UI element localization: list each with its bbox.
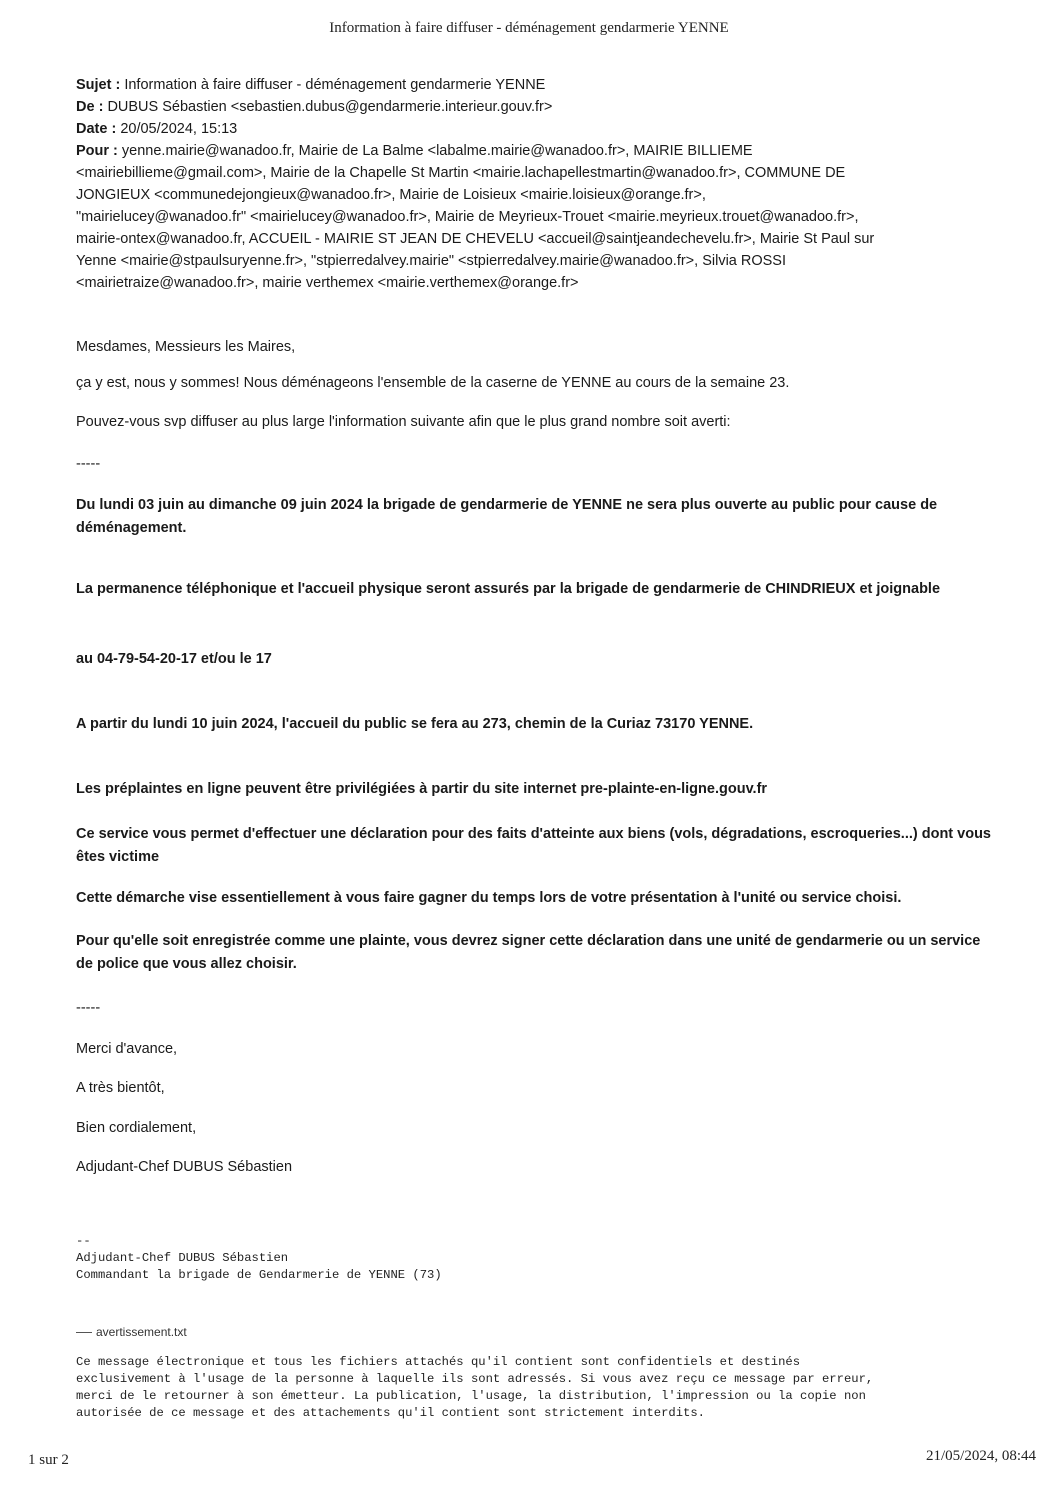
separator: ----- [76,456,101,472]
attachment-label [76,1325,187,1339]
permanence-paragraph: La permanence téléphonique et l'accueil physique seront assurés par la brigade de gendarmerie de CHINDRIEUX et joignable [76,581,941,597]
to-line-cont: <mairietraize@wanadoo.fr>, mairie verthemex <mairie.verthemex@orange.fr> [76,275,579,291]
to-label: Pour : [76,143,118,159]
attachment-dash [76,1332,92,1333]
disclaimer-line: autorisée de ce message et des attachements qu'il contient sont strictement interdits. [76,1406,705,1420]
preplainte-paragraph: Les préplaintes en ligne peuvent être privilégiées à partir du site internet pre-plainte-en-ligne.gouv.fr [76,781,768,797]
disclaimer-block [76,1354,1016,1422]
bientot-line: A très bientôt, [76,1080,165,1096]
plainte-paragraph: Pour qu'elle soit enregistrée comme une plainte, vous devrez signer cette déclaration dans une unité de gendarmerie ou un service de police que vous allez choisir. [76,933,981,972]
phone-line: au 04-79-54-20-17 et/ou le 17 [76,651,272,667]
subject-value: Information à faire diffuser - déménagement gendarmerie YENNE [124,77,546,93]
signature-block-title: Commandant la brigade de Gendarmerie de YENNE (73) [76,1268,442,1282]
new-address-paragraph: A partir du lundi 10 juin 2024, l'accueil du public se fera au 273, chemin de la Curiaz 73170 YENNE. [76,716,754,732]
to-line-cont: mairie-ontex@wanadoo.fr, ACCUEIL - MAIRIE ST JEAN DE CHEVELU <accueil@saintjeandechevelu.fr>, Mairie St Paul sur [76,231,875,247]
from-value: DUBUS Sébastien <sebastien.dubus@gendarmerie.interieur.gouv.fr> [107,99,553,115]
to-line-cont: "mairielucey@wanadoo.fr" <mairielucey@wanadoo.fr>, Mairie de Meyrieux-Trouet <mairie.meyrieux.trouet@wanadoo.fr>, [76,209,859,225]
closure-paragraph: Du lundi 03 juin au dimanche 09 juin 2024 la brigade de gendarmerie de YENNE ne sera plus ouverte au public pour cause de déménagement. [76,497,938,536]
greeting: Mesdames, Messieurs les Maires, [76,339,296,355]
print-datetime: 21/05/2024, 08:44 [925,1448,1036,1464]
page-header: Information à faire diffuser - déménagement gendarmerie YENNE [329,20,729,36]
date-value: 20/05/2024, 15:13 [120,121,238,137]
cordialement-line: Bien cordialement, [76,1120,197,1136]
date-label: Date : [76,121,117,137]
from-line [76,96,996,118]
thanks-line: Merci d'avance, [76,1041,178,1057]
signature-block-name: Adjudant-Chef DUBUS Sébastien [76,1251,289,1265]
disclaimer-line: merci de le retourner à son émetteur. La publication, l'usage, la distribution, l'impression ou la copie non [76,1389,866,1403]
to-line-cont: JONGIEUX <communedejongieux@wanadoo.fr>, Mairie de Loisieux <mairie.loisieux@orange.fr>, [76,187,706,203]
signature-name: Adjudant-Chef DUBUS Sébastien [76,1159,293,1175]
to-line-cont: Yenne <mairie@stpaulsuryenne.fr>, "stpierredalvey.mairie" <stpierredalvey.mairie@wanadoo.fr>, Silvia ROSSI [76,253,787,269]
page-number: 1 sur 2 [28,1452,69,1468]
disclaimer-line: exclusivement à l'usage de la personne à laquelle ils sont adressés. Si vous avez reçu ce message par erreur, [76,1372,874,1386]
signature-block [76,1233,442,1284]
request-paragraph: Pouvez-vous svp diffuser au plus large l'information suivante afin que le plus grand nombre soit averti: [76,414,731,430]
date-line [76,118,996,140]
attachment-name[interactable]: avertissement.txt [96,1325,187,1339]
demarche-paragraph: Cette démarche vise essentiellement à vous faire gagner du temps lors de votre présentation à l'unité ou service choisi. [76,890,902,906]
subject-line [76,74,996,96]
to-line [76,140,996,162]
to-line-cont: <mairiebillieme@gmail.com>, Mairie de la Chapelle St Martin <mairie.lachapellestmartin@wanadoo.fr>, COMMUNE DE [76,165,846,181]
service-paragraph: Ce service vous permet d'effectuer une déclaration pour des faits d'atteinte aux biens (vols, dégradations, escroqueries...) dont vous êtes victime [76,826,992,865]
from-label: De : [76,99,104,115]
signature-dashes: -- [76,1234,91,1248]
disclaimer-line: Ce message électronique et tous les fichiers attachés qu'il contient sont confidentiels et destinés [76,1355,801,1369]
subject-label: Sujet : [76,77,121,93]
intro-paragraph: ça y est, nous y sommes! Nous déménageons l'ensemble de la caserne de YENNE au cours de la semaine 23. [76,375,790,391]
separator: ----- [76,1000,101,1016]
email-header [76,74,996,294]
to-value: yenne.mairie@wanadoo.fr, Mairie de La Balme <labalme.mairie@wanadoo.fr>, MAIRIE BILLIEME [121,143,753,159]
